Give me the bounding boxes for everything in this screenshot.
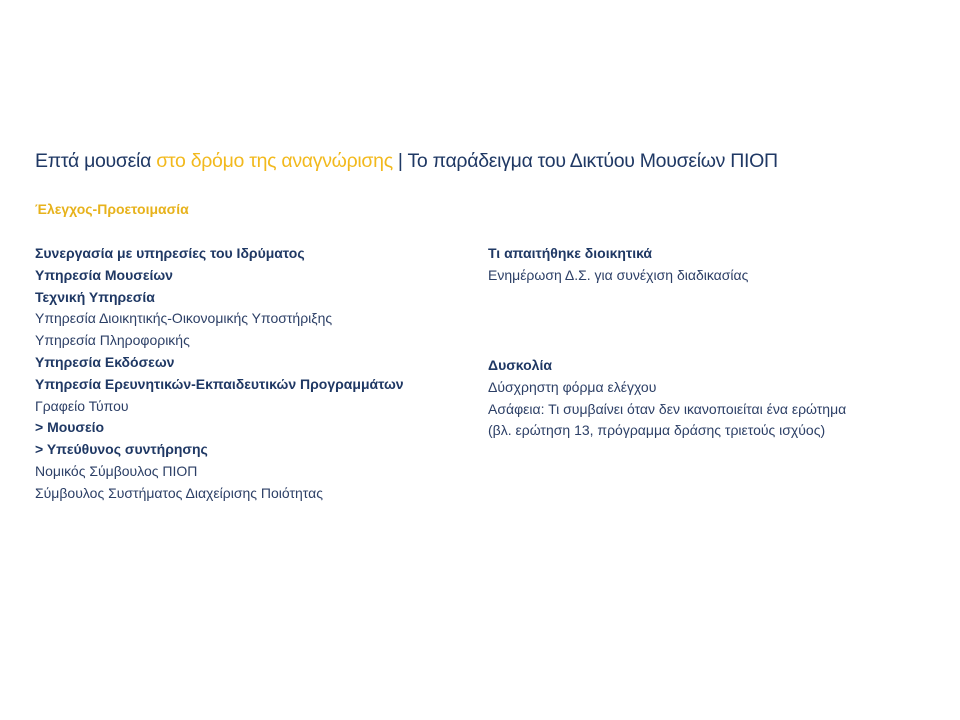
list-item: Σύμβουλος Συστήματος Διαχείρισης Ποιότητας xyxy=(35,484,323,501)
list-item: Τι απαιτήθηκε διοικητικά xyxy=(488,245,653,261)
list-item: Δύσχρηστη φόρμα ελέγχου xyxy=(488,378,657,395)
list-item: Ασάφεια: Τι συμβαίνει όταν δεν ικανοποιείται ένα ερώτημα xyxy=(488,400,847,417)
slide-title xyxy=(35,150,778,173)
list-item: Υπηρεσία Ερευνητικών-Εκπαιδευτικών Προγραμμάτων xyxy=(35,375,404,392)
list-item: Υπηρεσία Εκδόσεων xyxy=(35,353,175,370)
title-separator: | xyxy=(392,150,408,172)
list-item: Ενημέρωση Δ.Σ. για συνέχιση διαδικασίας xyxy=(488,266,749,283)
list-item: Γραφείο Τύπου xyxy=(35,397,129,414)
list-item: Υπηρεσία Διοικητικής-Οικονομικής Υποστήριξης xyxy=(35,310,333,327)
list-item: Δυσκολία xyxy=(488,357,552,373)
list-item: Τεχνική Υπηρεσία xyxy=(35,288,155,305)
title-accent: στο δρόμο της αναγνώρισης xyxy=(156,150,393,172)
title-part2: Το παράδειγμα του Δικτύου Μουσείων ΠΙΟΠ xyxy=(407,150,778,172)
admin-requirements-block xyxy=(488,243,748,287)
difficulty-block xyxy=(488,355,846,442)
left-column-list xyxy=(35,243,404,505)
section-subtitle: Έλεγχος-Προετοιμασία xyxy=(35,201,189,217)
list-item: > Υπεύθυνος συντήρησης xyxy=(35,441,208,458)
list-item: Συνεργασία με υπηρεσίες του Ιδρύματος xyxy=(35,245,305,261)
list-item: Υπηρεσία Πληροφορικής xyxy=(35,332,190,349)
list-item: > Μουσείο xyxy=(35,419,105,436)
list-item: (βλ. ερώτηση 13, πρόγραμμα δράσης τριετούς ισχύος) xyxy=(488,422,826,439)
list-item: Νομικός Σύμβουλος ΠΙΟΠ xyxy=(35,462,198,479)
title-part1: Επτά μουσεία xyxy=(35,150,157,172)
list-item: Υπηρεσία Μουσείων xyxy=(35,266,173,283)
